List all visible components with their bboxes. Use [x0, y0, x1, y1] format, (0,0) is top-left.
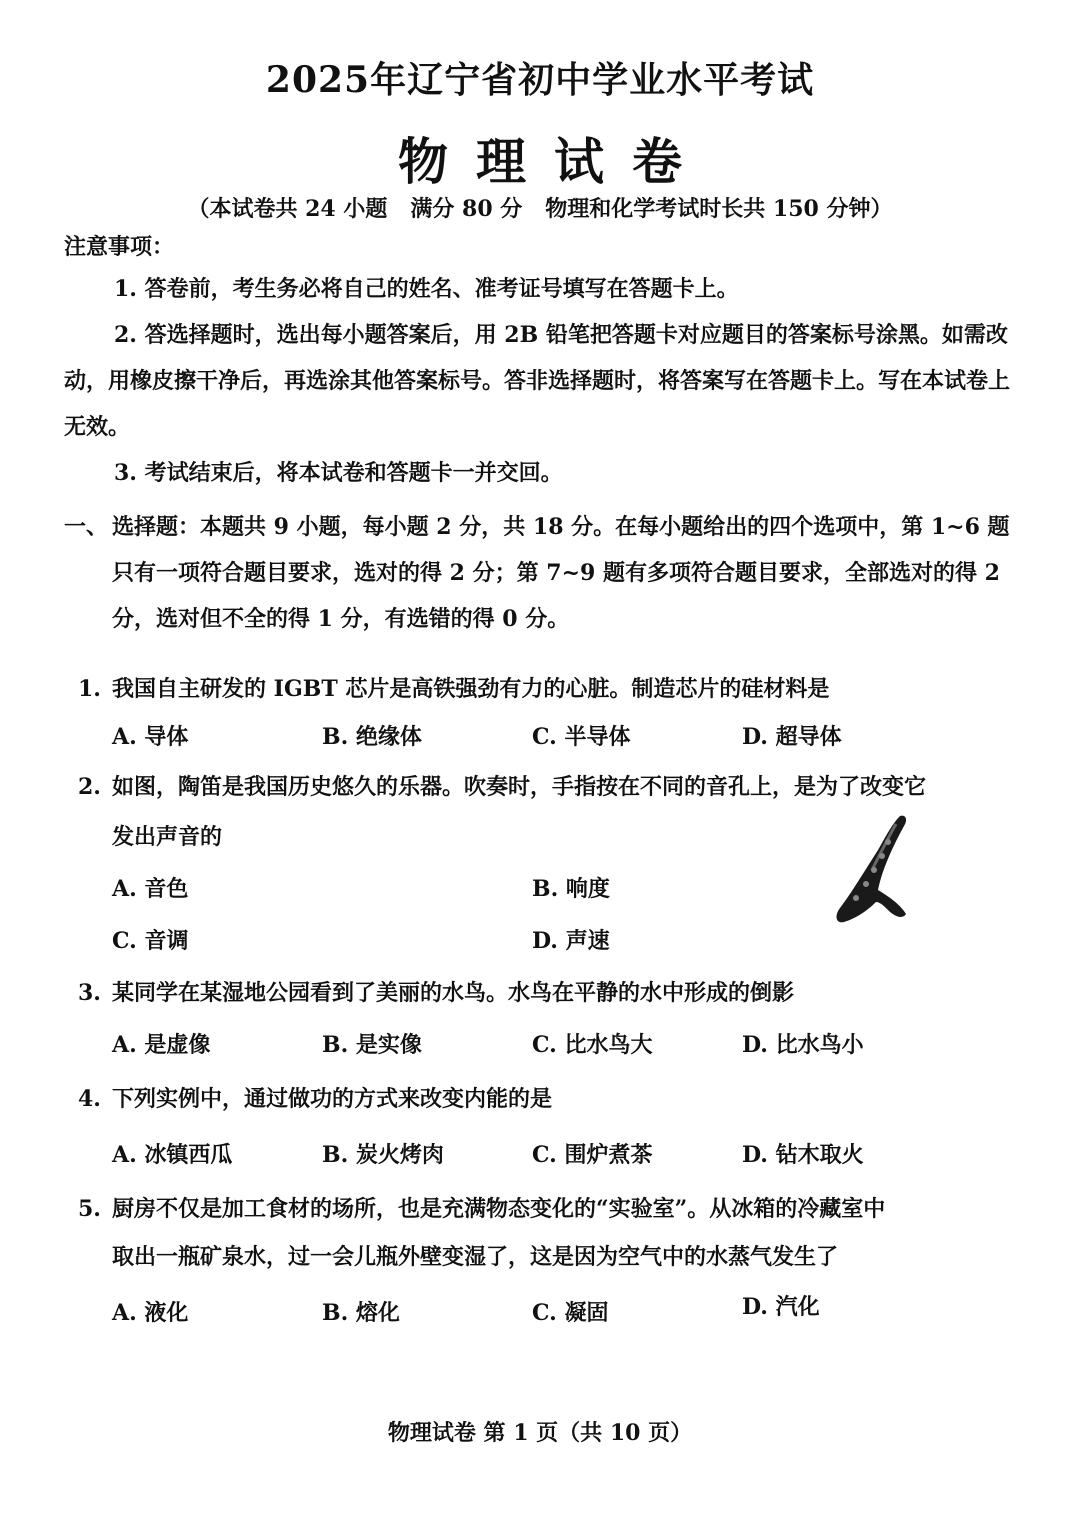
question-number: 4.	[78, 1086, 101, 1112]
q5-stem-continued: 取出一瓶矿泉水，过一会儿瓶外壁变湿了，这是因为空气中的水蒸气发生了	[112, 1244, 839, 1270]
notice-item-1: 1. 答卷前，考生务必将自己的姓名、准考证号填写在答题卡上。	[114, 276, 739, 302]
q5-option-a: A. 液化	[112, 1300, 189, 1326]
q1-option-c: C. 半导体	[532, 724, 631, 750]
page-footer: 物理试卷 第 1 页（共 10 页）	[387, 1420, 693, 1446]
q2-option-d: D. 声速	[532, 928, 610, 954]
q5-option-b: B. 熔化	[322, 1300, 400, 1326]
exam-title: 2025年辽宁省初中学业水平考试	[265, 59, 815, 101]
question-number: 3.	[78, 980, 101, 1006]
notice-heading: 注意事项：	[64, 234, 175, 260]
exam-info: （本试卷共 24 小题 满分 80 分 物理和化学考试时长共 150 分钟）	[187, 196, 893, 222]
q5-option-c: C. 凝固	[532, 1300, 609, 1326]
section-number: 一、	[64, 514, 109, 540]
question-4	[78, 1082, 998, 1113]
question-5	[78, 1192, 998, 1223]
question-3	[78, 976, 998, 1007]
ocarina-illustration	[830, 812, 920, 932]
question-number: 1.	[78, 676, 101, 702]
subject-title: 物理试卷	[398, 132, 710, 191]
q3-option-d: D. 比水鸟小	[742, 1032, 864, 1058]
q3-option-c: C. 比水鸟大	[532, 1032, 653, 1058]
question-1	[78, 672, 998, 703]
q2-option-b: B. 响度	[532, 876, 610, 902]
question-number: 2.	[78, 774, 101, 800]
q1-option-a: A. 导体	[112, 724, 189, 750]
q2-stem-continued: 发出声音的	[112, 824, 223, 850]
q4-option-d: D. 钻木取火	[742, 1142, 864, 1168]
question-stem: 如图，陶笛是我国历史悠久的乐器。吹奏时，手指按在不同的音孔上，是为了改变它	[112, 774, 927, 800]
q2-option-c: C. 音调	[112, 928, 189, 954]
q1-option-d: D. 超导体	[742, 724, 842, 750]
question-stem: 某同学在某湿地公园看到了美丽的水鸟。水鸟在平静的水中形成的倒影	[112, 980, 795, 1006]
notice-item-3: 3. 考试结束后，将本试卷和答题卡一并交回。	[114, 460, 563, 486]
question-stem: 厨房不仅是加工食材的场所，也是充满物态变化的“实验室”。从冰箱的冷藏室中	[112, 1196, 886, 1222]
q1-option-b: B. 绝缘体	[322, 724, 422, 750]
q5-option-d: D. 汽化	[742, 1294, 820, 1320]
question-number: 5.	[78, 1196, 101, 1222]
q2-option-a: A. 音色	[112, 876, 189, 902]
question-stem: 下列实例中，通过做功的方式来改变内能的是	[112, 1086, 553, 1112]
q4-option-b: B. 炭火烤肉	[322, 1142, 444, 1168]
question-stem: 我国自主研发的 IGBT 芯片是高铁强劲有力的心脏。制造芯片的硅材料是	[112, 676, 830, 702]
question-2	[78, 770, 998, 801]
q4-option-c: C. 围炉煮茶	[532, 1142, 653, 1168]
q4-option-a: A. 冰镇西瓜	[112, 1142, 233, 1168]
notice-item-2: 2. 答选择题时，选出每小题答案后，用 2B 铅笔把答题卡对应题目的答案标号涂黑。如需改动，用橡皮擦干净后，再选涂其他答案标号。答非选择题时，将答案写在答题卡上。写在本试卷上无效。	[64, 322, 1011, 440]
q3-option-a: A. 是虚像	[112, 1032, 211, 1058]
section-instructions	[64, 504, 1014, 642]
q3-option-b: B. 是实像	[322, 1032, 422, 1058]
section-text: 选择题：本题共 9 小题，每小题 2 分，共 18 分。在每小题给出的四个选项中，第 1~6 题只有一项符合题目要求，选对的得 2 分；第 7~9 题有多项符合题目要求，全部选对的得 2 分，选对但不全的得 1 分，有选错的得 0 分。	[112, 514, 1010, 632]
